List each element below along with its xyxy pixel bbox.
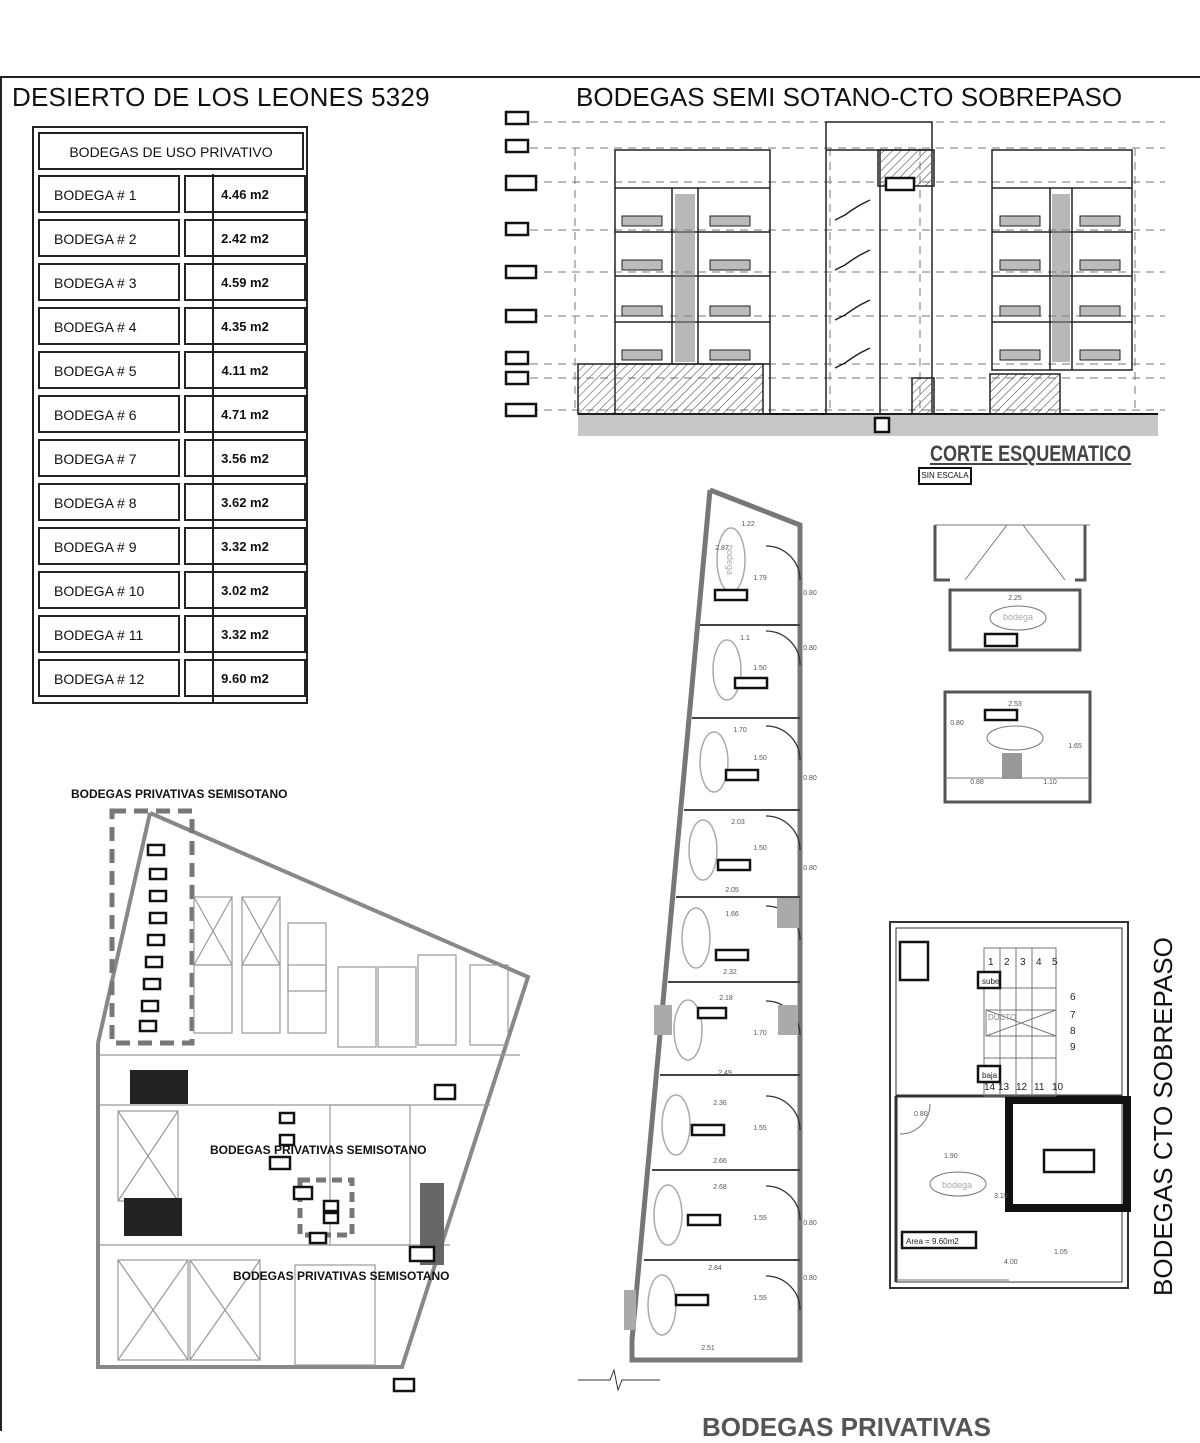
dim-label: 1.65 bbox=[1068, 743, 1082, 750]
dim-label: 0.88 bbox=[970, 779, 984, 786]
bodega-area: 3.32 m2 bbox=[184, 527, 306, 565]
stair-down-label: baja bbox=[982, 1071, 998, 1080]
bodega-area: 2.42 m2 bbox=[184, 219, 306, 257]
storage-units-strip-plan bbox=[570, 480, 840, 1400]
schematic-section-drawing bbox=[500, 110, 1180, 440]
bodega-name: BODEGA # 11 bbox=[38, 615, 180, 653]
dim-label: 1.05 bbox=[1054, 1249, 1068, 1256]
plan-label: BODEGAS PRIVATIVAS SEMISOTANO bbox=[210, 1143, 427, 1157]
step-number: 12 bbox=[1016, 1082, 1028, 1093]
step-number: 1 bbox=[988, 957, 994, 968]
dim-label: 1.70 bbox=[753, 1030, 767, 1037]
dim-label: 0.80 bbox=[803, 865, 817, 872]
dim-label: 0.80 bbox=[914, 1111, 928, 1118]
step-number: 5 bbox=[1052, 957, 1058, 968]
cto-sobrepaso-plan bbox=[886, 918, 1136, 1294]
table-row bbox=[34, 348, 310, 392]
step-number: 13 bbox=[998, 1082, 1010, 1093]
dim-label: 2.36 bbox=[713, 1100, 727, 1107]
duct-label: DUCTO bbox=[988, 1013, 1017, 1022]
dim-label: 1.55 bbox=[753, 1125, 767, 1132]
table-row bbox=[34, 480, 310, 524]
table-row bbox=[34, 172, 310, 216]
room-label: bodega bbox=[942, 1180, 973, 1190]
dim-label: 2.05 bbox=[725, 887, 739, 894]
plan-label: BODEGAS PRIVATIVAS SEMISOTANO bbox=[233, 1269, 450, 1283]
dim-label: 0.80 bbox=[950, 720, 964, 727]
section-title: BODEGAS SEMI SOTANO-CTO SOBREPASO bbox=[576, 82, 1123, 112]
dim-label: 0.80 bbox=[803, 1220, 817, 1227]
step-number: 4 bbox=[1036, 957, 1042, 968]
step-number: 11 bbox=[1034, 1082, 1045, 1093]
storage-area-table bbox=[32, 126, 308, 704]
room-label: bodega bbox=[725, 544, 735, 576]
bodega-name: BODEGA # 12 bbox=[38, 659, 180, 697]
bodega-name: BODEGA # 5 bbox=[38, 351, 180, 389]
plan-label: BODEGAS PRIVATIVAS SEMISOTANO bbox=[71, 787, 288, 801]
dim-label: 2.49 bbox=[718, 1070, 732, 1077]
scale-note: SIN ESCALA bbox=[918, 467, 972, 485]
dim-label: 2.87 bbox=[715, 545, 729, 552]
bodega-area: 4.11 m2 bbox=[184, 351, 306, 389]
bodega-area: 3.56 m2 bbox=[184, 439, 306, 477]
dim-label: 2.53 bbox=[1008, 701, 1022, 708]
bodega-name: BODEGA # 1 bbox=[38, 175, 180, 213]
dim-label: 1.66 bbox=[725, 911, 739, 918]
dim-label: 3.15 bbox=[994, 1193, 1008, 1200]
bodega-area: 4.46 m2 bbox=[184, 175, 306, 213]
bottom-section-title: BODEGAS PRIVATIVAS bbox=[702, 1412, 991, 1442]
bodega-name: BODEGA # 9 bbox=[38, 527, 180, 565]
bodega-area: 3.62 m2 bbox=[184, 483, 306, 521]
table-row bbox=[34, 216, 310, 260]
dim-label: 1.22 bbox=[741, 521, 755, 528]
dim-label: 2.66 bbox=[713, 1158, 727, 1165]
dim-label: 0.80 bbox=[803, 590, 817, 597]
dim-label: 1.1 bbox=[740, 635, 750, 642]
step-number: 6 bbox=[1070, 992, 1076, 1003]
dim-label: 1.50 bbox=[753, 665, 767, 672]
bodega-name: BODEGA # 2 bbox=[38, 219, 180, 257]
dim-label: 2.68 bbox=[713, 1184, 727, 1191]
dim-label: 0.80 bbox=[803, 775, 817, 782]
dim-label: 2.51 bbox=[701, 1345, 715, 1352]
step-number: 14 bbox=[984, 1082, 996, 1093]
project-title: DESIERTO DE LOS LEONES 5329 bbox=[12, 82, 430, 112]
dim-label: 1.55 bbox=[753, 1295, 767, 1302]
bodega-name: BODEGA # 4 bbox=[38, 307, 180, 345]
bodega-area: 3.02 m2 bbox=[184, 571, 306, 609]
dim-label: 0.80 bbox=[803, 1275, 817, 1282]
semisotano-floor-plan bbox=[90, 805, 540, 1395]
dim-label: 1.50 bbox=[753, 845, 767, 852]
bodega-area: 4.71 m2 bbox=[184, 395, 306, 433]
section-label: CORTE ESQUEMATICO bbox=[930, 441, 1132, 466]
dim-label: 2.84 bbox=[708, 1265, 722, 1272]
dim-label: 0.80 bbox=[803, 645, 817, 652]
dim-label: 2.03 bbox=[731, 819, 745, 826]
dim-label: 2.25 bbox=[1008, 595, 1022, 602]
dim-label: 1.50 bbox=[753, 755, 767, 762]
bodega-area: 4.35 m2 bbox=[184, 307, 306, 345]
step-number: 8 bbox=[1070, 1026, 1076, 1037]
dim-label: 1.10 bbox=[1043, 779, 1057, 786]
table-row bbox=[34, 612, 310, 656]
cto-sobrepaso-label: BODEGAS CTO SOBREPASO bbox=[1148, 937, 1178, 1296]
dim-label: 1.90 bbox=[944, 1153, 958, 1160]
dim-label: 4.00 bbox=[1004, 1259, 1018, 1266]
table-row bbox=[34, 568, 310, 612]
stair-up-label: sube bbox=[982, 977, 1000, 986]
step-number: 2 bbox=[1004, 957, 1010, 968]
bodega-name: BODEGA # 7 bbox=[38, 439, 180, 477]
step-number: 9 bbox=[1070, 1042, 1076, 1053]
step-number: 7 bbox=[1070, 1010, 1076, 1021]
table-row bbox=[34, 260, 310, 304]
bodega-name: BODEGA # 3 bbox=[38, 263, 180, 301]
bodega-name: BODEGA # 8 bbox=[38, 483, 180, 521]
step-number: 10 bbox=[1052, 1082, 1064, 1093]
table-row bbox=[34, 392, 310, 436]
dim-label: 1.79 bbox=[753, 575, 767, 582]
bodega-area: 3.32 m2 bbox=[184, 615, 306, 653]
bodega-area: 4.59 m2 bbox=[184, 263, 306, 301]
detail-plan-small bbox=[925, 520, 1105, 810]
bodega-name: BODEGA # 6 bbox=[38, 395, 180, 433]
table-header: BODEGAS DE USO PRIVATIVO bbox=[38, 132, 304, 170]
bodega-area: 9.60 m2 bbox=[184, 659, 306, 697]
dim-label: 2.32 bbox=[723, 969, 737, 976]
table-row bbox=[34, 304, 310, 348]
sheet-border-left bbox=[0, 76, 2, 1431]
table-row bbox=[34, 524, 310, 568]
dim-label: 1.70 bbox=[733, 727, 747, 734]
dim-label: 2.18 bbox=[719, 995, 733, 1002]
room-label: bodega bbox=[1002, 612, 1034, 622]
sheet-border-top bbox=[0, 76, 1200, 78]
bodega-name: BODEGA # 10 bbox=[38, 571, 180, 609]
area-label: Area = 9.60m2 bbox=[906, 1237, 959, 1246]
dim-label: 1.55 bbox=[753, 1215, 767, 1222]
table-row bbox=[34, 436, 310, 480]
step-number: 3 bbox=[1020, 957, 1026, 968]
table-row bbox=[34, 656, 310, 700]
